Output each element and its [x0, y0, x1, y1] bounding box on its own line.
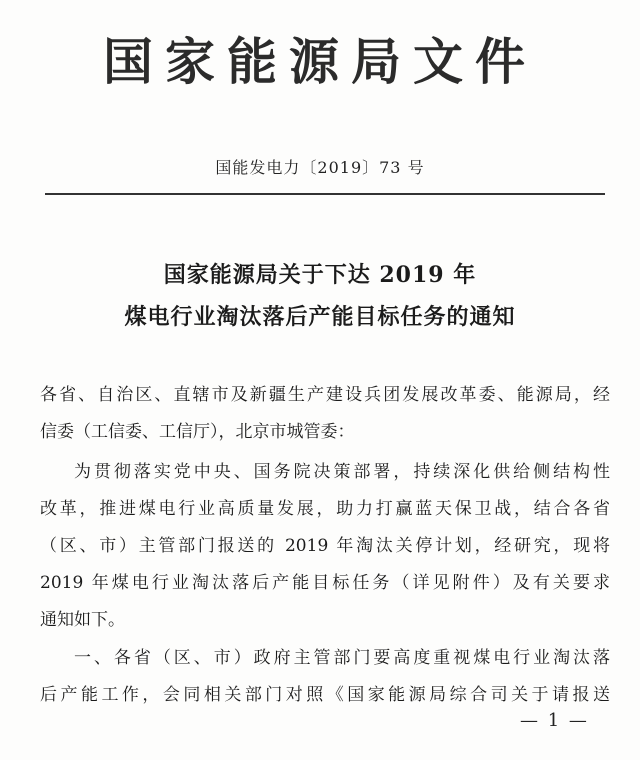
addressee-line-1: 各省、自治区、直辖市及新疆生产建设兵团发展改革委、能源局，经 — [40, 385, 610, 405]
page-number: — 1 — — [520, 710, 589, 731]
header-divider-line — [45, 193, 605, 195]
notice-title-line-2: 煤电行业淘汰落后产能目标任务的通知 — [124, 304, 516, 330]
document-header-title: 国家能源局文件 — [103, 32, 537, 91]
paragraph-1-line-4: 2019 年煤电行业淘汰落后产能目标任务（详见附件）及有关要求 — [40, 573, 610, 593]
paragraph-1-line-1: 为贯彻落实党中央、国务院决策部署，持续深化供给侧结构性 — [74, 462, 610, 482]
paragraph-2-line-1: 一、各省（区、市）政府主管部门要高度重视煤电行业淘汰落 — [74, 648, 610, 668]
paragraph-1-line-3: （区、市）主管部门报送的 2019 年淘汰关停计划，经研究，现将 — [40, 536, 610, 556]
addressee-line-2: 信委（工信委、工信厅），北京市城管委： — [40, 422, 355, 442]
notice-title-line-1: 国家能源局关于下达 2019 年 — [163, 262, 477, 288]
document-number: 国能发电力〔2019〕73 号 — [215, 158, 425, 177]
paragraph-2-line-2: 后产能工作，会同相关部门对照《国家能源局综合司关于请报送 — [40, 685, 610, 705]
paragraph-1-line-5: 通知如下。 — [40, 610, 125, 630]
paragraph-1-line-2: 改革，推进煤电行业高质量发展，助力打赢蓝天保卫战，结合各省 — [40, 499, 610, 519]
